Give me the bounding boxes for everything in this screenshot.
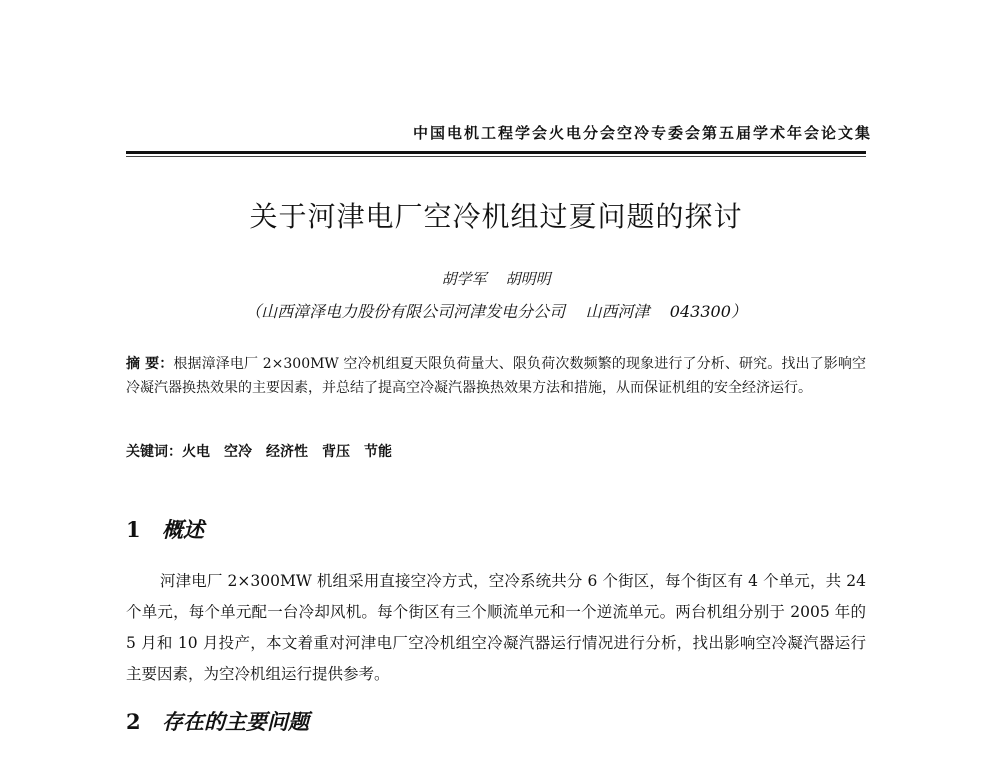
paper-affiliation: （山西漳泽电力股份有限公司河津发电分公司 山西河津 043300）: [245, 302, 747, 321]
keyword: 节能: [364, 444, 392, 460]
keywords-label: 关键词：: [126, 444, 182, 460]
section-number: 2: [126, 709, 141, 734]
header-rule-thin: [126, 156, 866, 157]
proceedings-header: 中国电机工程学会火电分会空冷专委会第五届学术年会论文集: [412, 124, 872, 142]
header-rule-thick: [126, 151, 866, 154]
keyword: 火电: [182, 444, 210, 460]
keywords-block: [126, 440, 866, 464]
section-title: 概述: [162, 517, 204, 542]
keyword: 空冷: [224, 444, 252, 460]
section-heading-2: [126, 706, 866, 736]
section-1-paragraph: 河津电厂 2×300MW 机组采用直接空冷方式，空冷系统共分 6 个街区，每个街区有 4 个单元，共 24 个单元，每个单元配一台冷却风机。每个街区有三个顺流单元和一个逆流单元。两台机组分别于 2005 年的 5 月和 10 月投产，本文着重对河津电厂空冷机组空冷凝汽器运行情况进行分析，找出影响空冷凝汽器运行主要因素，为空冷机组运行提供参考。: [126, 572, 866, 683]
paper-authors: 胡学军 胡明明: [441, 270, 551, 288]
abstract-text: 根据漳泽电厂 2×300MW 空冷机组夏天限负荷量大、限负荷次数频繁的现象进行了分析、研究。找出了影响空冷凝汽器换热效果的主要因素，并总结了提高空冷凝汽器换热效果方法和措施，从而保证机组的安全经济运行。: [126, 356, 867, 396]
keyword: 背压: [322, 444, 350, 460]
keyword: 经济性: [266, 444, 308, 460]
section-heading-1: [126, 514, 866, 544]
paper-title: 关于河津电厂空冷机组过夏问题的探讨: [249, 200, 743, 233]
abstract-block: [126, 352, 866, 400]
section-title: 存在的主要问题: [162, 709, 309, 734]
abstract-label: 摘 要：: [126, 356, 174, 372]
section-number: 1: [126, 517, 141, 542]
